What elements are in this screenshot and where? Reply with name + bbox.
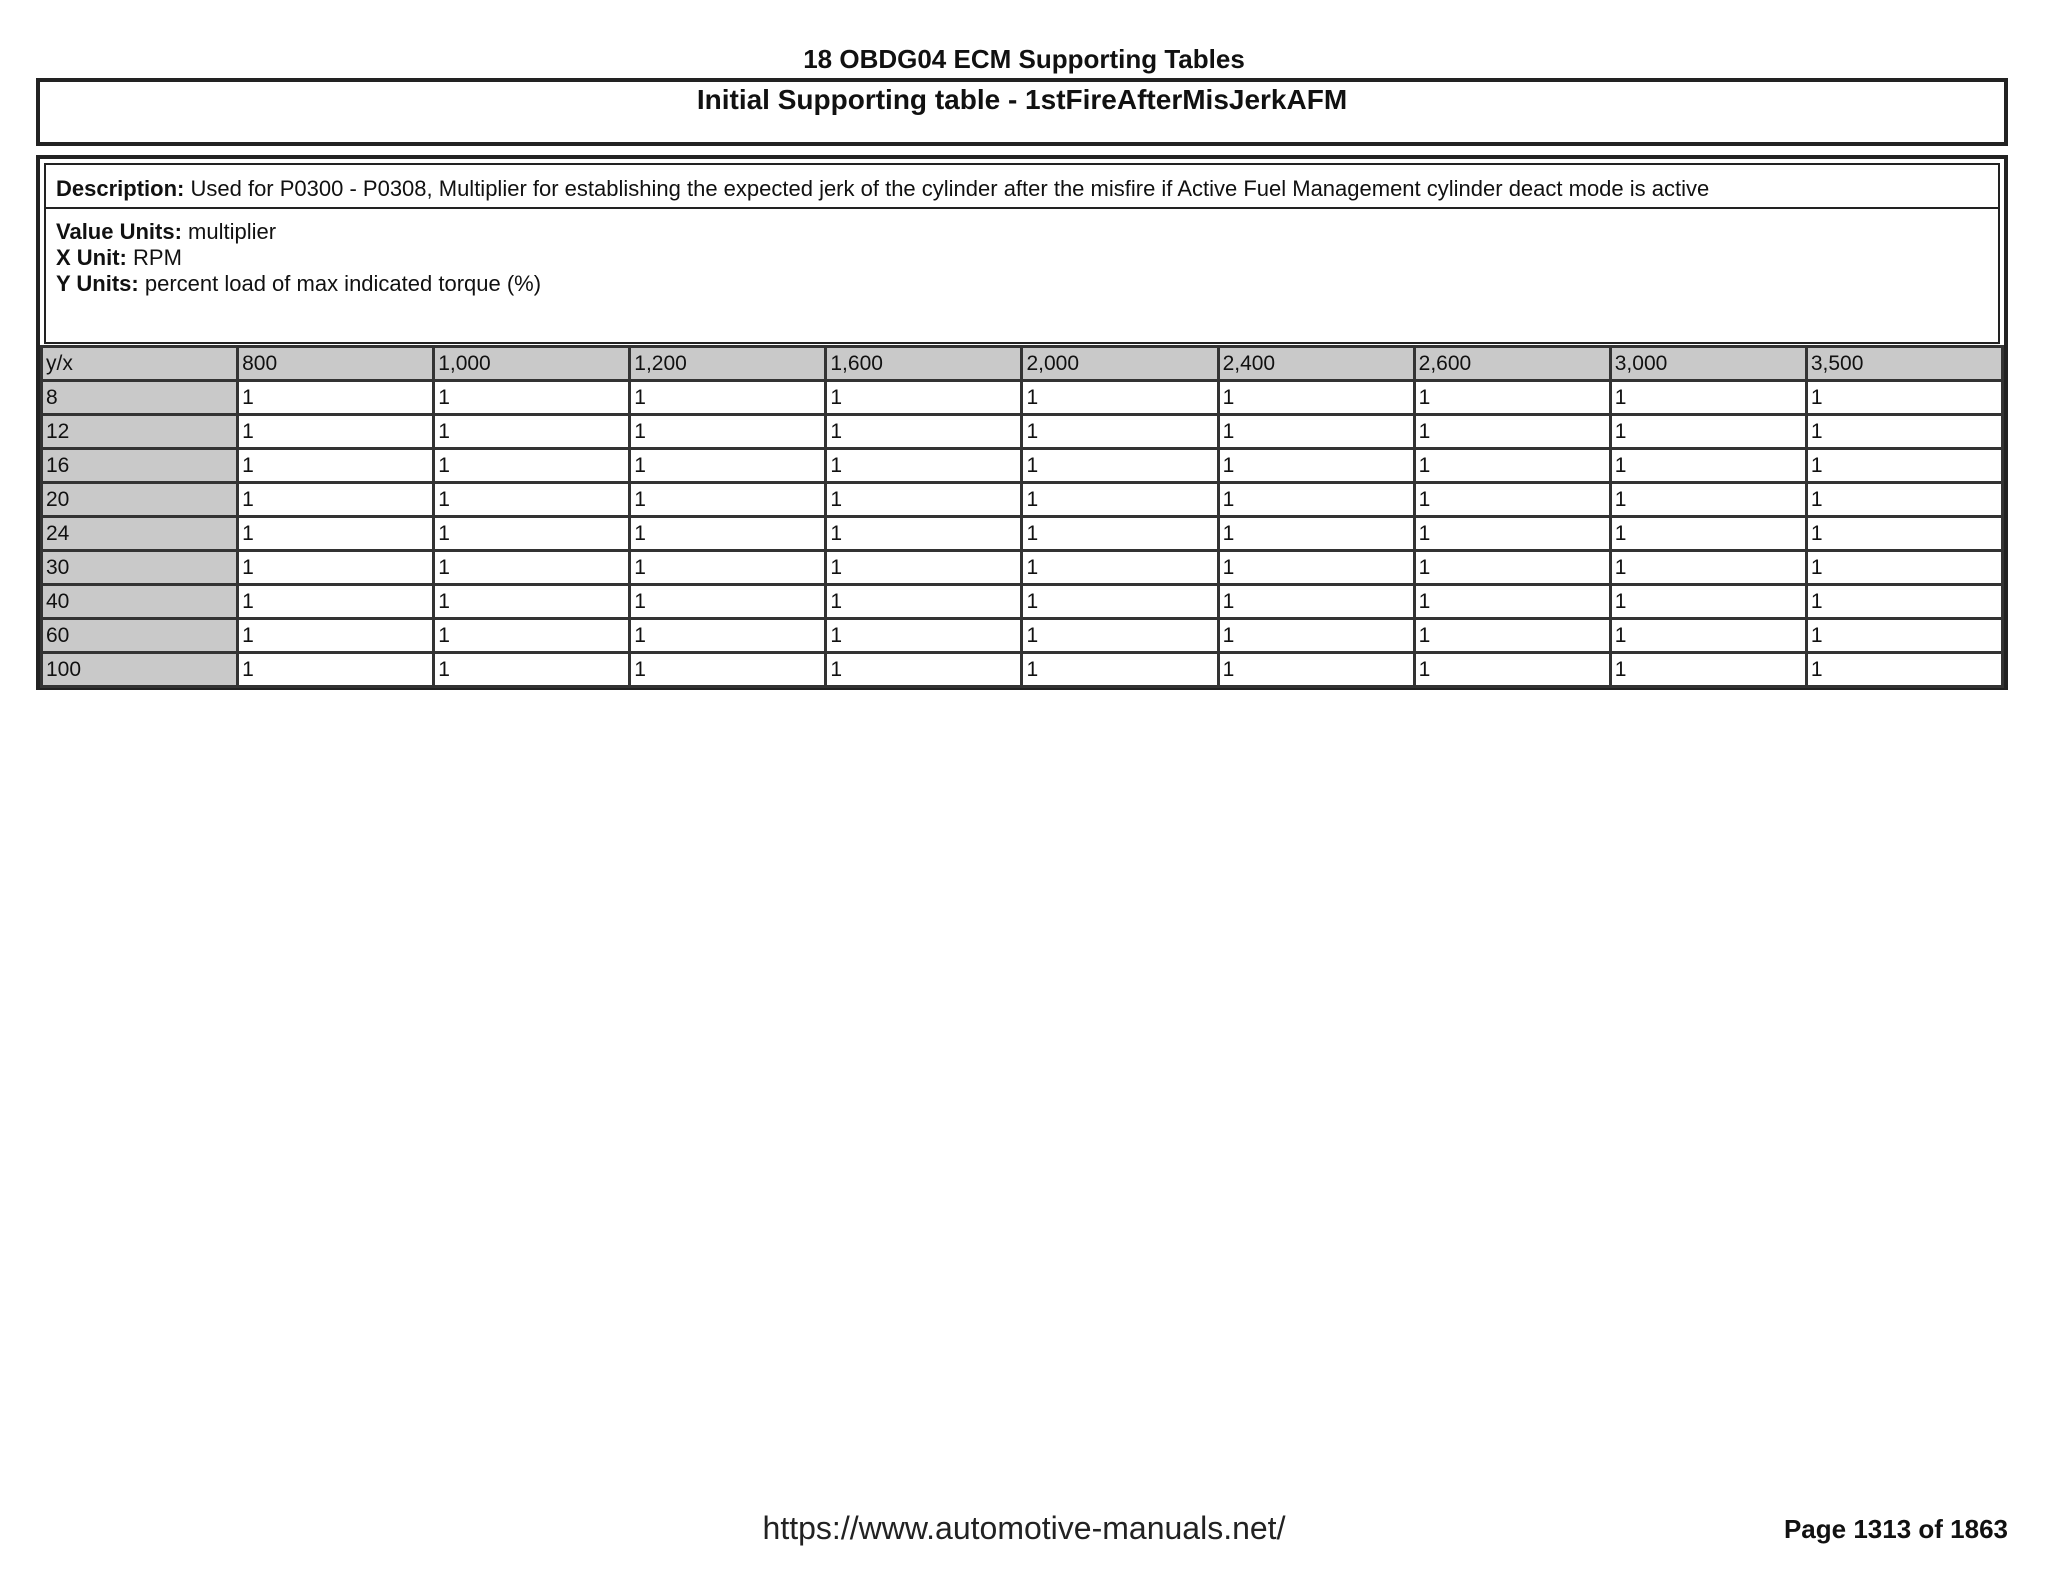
table-cell: 1: [238, 517, 434, 551]
table-row: [42, 585, 2003, 619]
table-cell: 1: [1610, 653, 1806, 687]
table-cell: 1: [434, 381, 630, 415]
table-cell: 1: [630, 653, 826, 687]
table-cell: 1: [238, 653, 434, 687]
units-block: [44, 209, 2000, 344]
description-row: [44, 163, 2000, 209]
table-cell: 1: [1806, 449, 2002, 483]
table-cell: 1: [1022, 551, 1218, 585]
x-unit-line: [56, 245, 1988, 271]
table-cell: 1: [1218, 415, 1414, 449]
table-row: [42, 483, 2003, 517]
y-units-label: Y Units:: [56, 271, 139, 296]
corner-cell: y/x: [42, 347, 238, 381]
table-cell: 1: [1610, 483, 1806, 517]
value-units-text: multiplier: [188, 219, 277, 244]
table-cell: 1: [1806, 381, 2002, 415]
table-cell: 1: [1610, 551, 1806, 585]
table-cell: 1: [1610, 381, 1806, 415]
table-cell: 1: [1610, 585, 1806, 619]
row-header: 100: [42, 653, 238, 687]
table-cell: 1: [1218, 653, 1414, 687]
table-cell: 1: [630, 619, 826, 653]
table-cell: 1: [1414, 551, 1610, 585]
y-units-text: percent load of max indicated torque (%): [144, 271, 542, 296]
description-label: Description:: [56, 176, 185, 201]
table-cell: 1: [434, 619, 630, 653]
table-cell: 1: [630, 551, 826, 585]
table-cell: 1: [826, 653, 1022, 687]
table-cell: 1: [1022, 653, 1218, 687]
table-cell: 1: [1218, 381, 1414, 415]
column-header: 2,400: [1218, 347, 1414, 381]
column-header: 2,600: [1414, 347, 1610, 381]
table-cell: 1: [1218, 551, 1414, 585]
table-cell: 1: [1022, 483, 1218, 517]
table-row: [42, 619, 2003, 653]
table-cell: 1: [1218, 517, 1414, 551]
table-cell: 1: [1414, 619, 1610, 653]
table-cell: 1: [238, 415, 434, 449]
table-cell: 1: [1806, 585, 2002, 619]
column-header: 3,000: [1610, 347, 1806, 381]
table-row: [42, 551, 2003, 585]
table-cell: 1: [1414, 415, 1610, 449]
table-cell: 1: [1218, 619, 1414, 653]
table-cell: 1: [1022, 585, 1218, 619]
table-cell: 1: [826, 619, 1022, 653]
row-header: 60: [42, 619, 238, 653]
column-header: 1,000: [434, 347, 630, 381]
table-cell: 1: [630, 585, 826, 619]
table-cell: 1: [1610, 415, 1806, 449]
table-cell: 1: [826, 551, 1022, 585]
table-row: [42, 517, 2003, 551]
table-cell: 1: [1806, 619, 2002, 653]
table-cell: 1: [1806, 551, 2002, 585]
table-cell: 1: [434, 483, 630, 517]
table-cell: 1: [434, 449, 630, 483]
section-title: 18 OBDG04 ECM Supporting Tables: [803, 44, 1245, 74]
table-cell: 1: [630, 415, 826, 449]
table-cell: 1: [238, 619, 434, 653]
column-header: 1,600: [826, 347, 1022, 381]
table-cell: 1: [1022, 517, 1218, 551]
table-cell: 1: [1022, 381, 1218, 415]
table-cell: 1: [1610, 449, 1806, 483]
table-cell: 1: [826, 449, 1022, 483]
table-cell: 1: [434, 517, 630, 551]
table-cell: 1: [1218, 585, 1414, 619]
table-row: [42, 415, 2003, 449]
value-units-line: [56, 219, 1988, 245]
table-cell: 1: [826, 517, 1022, 551]
table-cell: 1: [1806, 653, 2002, 687]
page-number: Page 1313 of 1863: [1783, 1514, 2008, 1544]
x-unit-label: X Unit:: [56, 245, 127, 270]
table-row: [42, 653, 2003, 687]
row-header: 16: [42, 449, 238, 483]
table-row: [42, 381, 2003, 415]
row-header: 20: [42, 483, 238, 517]
table-title: Initial Supporting table - 1stFireAfterMisJerkAFM: [36, 78, 2008, 146]
value-units-label: Value Units:: [56, 219, 182, 244]
table-cell: 1: [1414, 517, 1610, 551]
y-units-line: [56, 271, 1988, 297]
row-header: 30: [42, 551, 238, 585]
table-row: [42, 449, 2003, 483]
table-cell: 1: [1414, 653, 1610, 687]
table-cell: 1: [826, 585, 1022, 619]
row-header: 40: [42, 585, 238, 619]
table-cell: 1: [434, 551, 630, 585]
table-cell: 1: [630, 517, 826, 551]
table-cell: 1: [434, 585, 630, 619]
table-cell: 1: [826, 483, 1022, 517]
table-cell: 1: [826, 415, 1022, 449]
table-cell: 1: [238, 551, 434, 585]
table-cell: 1: [238, 449, 434, 483]
table-cell: 1: [238, 483, 434, 517]
table-cell: 1: [1806, 415, 2002, 449]
table-cell: 1: [238, 585, 434, 619]
table-cell: 1: [1414, 449, 1610, 483]
table-cell: 1: [630, 483, 826, 517]
table-cell: 1: [1414, 381, 1610, 415]
table-cell: 1: [1414, 483, 1610, 517]
table-cell: 1: [1022, 619, 1218, 653]
row-header: 12: [42, 415, 238, 449]
table-cell: 1: [1610, 517, 1806, 551]
table-cell: 1: [1218, 449, 1414, 483]
table-cell: 1: [1806, 483, 2002, 517]
column-header: 1,200: [630, 347, 826, 381]
table-cell: 1: [630, 449, 826, 483]
column-header: 2,000: [1022, 347, 1218, 381]
table-cell: 1: [1806, 517, 2002, 551]
row-header: 8: [42, 381, 238, 415]
table-cell: 1: [1022, 415, 1218, 449]
column-header: 3,500: [1806, 347, 2002, 381]
table-header-row: [42, 347, 2003, 381]
lookup-table: [40, 345, 2004, 688]
table-panel: [36, 155, 2008, 690]
table-cell: 1: [434, 653, 630, 687]
table-cell: 1: [434, 415, 630, 449]
table-cell: 1: [1610, 619, 1806, 653]
footer-url: https://www.automotive-manuals.net/: [762, 1510, 1286, 1546]
description-text: Used for P0300 - P0308, Multiplier for establishing the expected jerk of the cylinder after the misfire if Active Fuel Management cylinder deact mode is active: [190, 176, 1710, 201]
table-cell: 1: [1218, 483, 1414, 517]
row-header: 24: [42, 517, 238, 551]
x-unit-text: RPM: [133, 245, 182, 270]
table-cell: 1: [826, 381, 1022, 415]
table-cell: 1: [238, 381, 434, 415]
table-cell: 1: [1414, 585, 1610, 619]
column-header: 800: [238, 347, 434, 381]
table-cell: 1: [630, 381, 826, 415]
table-cell: 1: [1022, 449, 1218, 483]
